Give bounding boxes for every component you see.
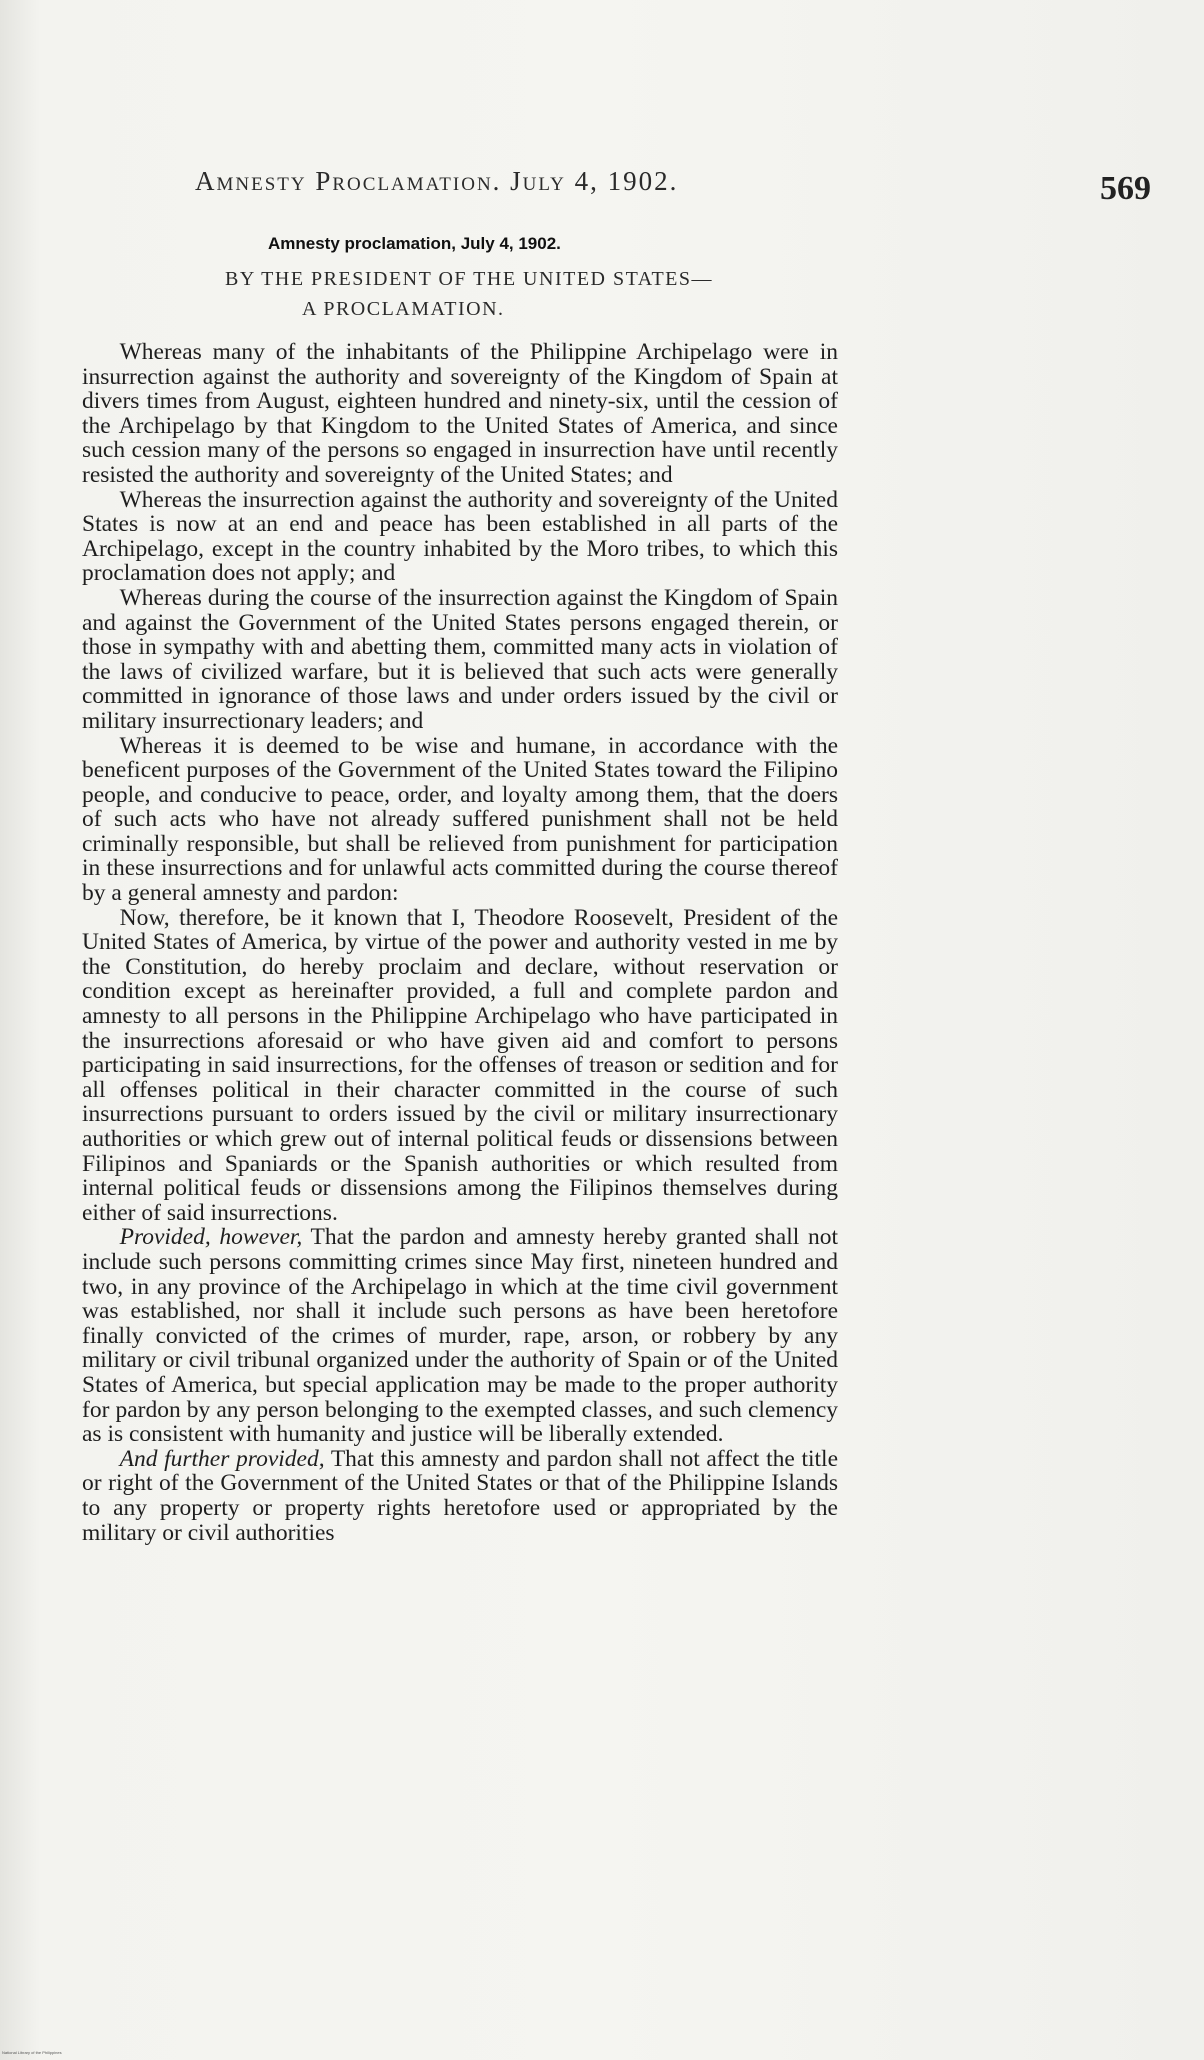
- scan-footer: National Library of the Philippines: [2, 2050, 62, 2055]
- section-heading: Amnesty proclamation, July 4, 1902.: [268, 234, 561, 253]
- paragraph: [82, 1225, 838, 1446]
- paragraph: [82, 906, 838, 1226]
- paragraph-lead: Provided, however,: [119, 1224, 303, 1251]
- paragraph-text: Whereas during the course of the insurrection against the Kingdom of Spain and against the Government of the United States persons engaged therein, or those in sympathy with and abetting them, committed many acts in violation of the laws of civilized warfare, but it is believed that such acts were generally committed in ignorance of those laws and under orders issued by the civil or military insurrectionary leaders; and: [82, 584, 838, 734]
- paragraph-text: That this amnesty and pardon shall not affect the title or right of the Government of the United States or that of the Philippine Islands to any property or property rights heretofore used or appropriated by the military or civil authorities: [82, 1445, 839, 1546]
- paragraph-text: Whereas it is deemed to be wise and humane, in accordance with the beneficent purposes of the Government of the United States toward the Filipino people, and conducive to peace, order, and loyalty among them, that the doers of such acts who have not already suffered punishment shall not be held criminally responsible, but shall be relieved from punishment for participation in these insurrections and for unlawful acts committed during the course thereof by a general amnesty and pardon:: [82, 732, 838, 907]
- paragraph: [82, 734, 838, 906]
- paragraph: [82, 586, 838, 734]
- page-number: 569: [1100, 170, 1151, 207]
- proclamation-title-line2: A PROCLAMATION.: [302, 298, 505, 320]
- paragraph-text: That the pardon and amnesty hereby granted shall not include such persons committing crimes since May first, nineteen hundred and two, in any province of the Archipelago in which at the time civil government was established, nor shall it include such persons as have been heretofore finally convicted of the crimes of murder, rape, arson, or robbery by any military or civil tribunal organized under the authority of Spain or of the United States of America, but special application may be made to the proper authority for pardon by any person belonging to the exempted classes, and such clemency as is consistent with humanity and justice will be liberally extended.: [82, 1224, 838, 1448]
- paragraph: [82, 340, 838, 488]
- paragraph-text: Whereas the insurrection against the authority and sovereignty of the United States is now at an end and peace has been established in all parts of the Archipelago, except in the country inhabited by the Moro tribes, to which this proclamation does not apply; and: [82, 486, 838, 587]
- paragraph: [82, 488, 838, 586]
- running-head: Amnesty Proclamation. July 4, 1902.: [195, 166, 679, 196]
- paragraph-text: Whereas many of the inhabitants of the Philippine Archipelago were in insurrection against the authority and sovereignty of the Kingdom of Spain at divers times from August, eighteen hundred and ninety-six, until the cession of the Archipelago by that Kingdom to the United States of America, and since such cession many of the persons so engaged in insurrection have until recently resisted the authority and sovereignty of the United States; and: [82, 339, 838, 488]
- proclamation-title-line1: BY THE PRESIDENT OF THE UNITED STATES—: [225, 268, 714, 290]
- proclamation-body: [82, 340, 838, 1545]
- paragraph: [82, 1447, 838, 1545]
- paragraph-text: Now, therefore, be it known that I, Theodore Roosevelt, President of the United States of America, by virtue of the power and authority vested in me by the Constitution, do hereby proclaim and declare, without reservation or condition except as hereinafter provided, a full and complete pardon and amnesty to all persons in the Philippine Archipelago who have participated in the insurrections aforesaid or who have given aid and comfort to persons participating in said insurrections, for the offenses of treason or sedition and for all offenses political in their character committed in the course of such insurrections pursuant to orders issued by the civil or military insurrectionary authorities or which grew out of internal political feuds or dissensions between Filipinos and Spaniards or the Spanish authorities or which resulted from internal political feuds or dissensions among the Filipinos themselves during either of said insurrections.: [82, 904, 838, 1226]
- paragraph-lead: And further provided,: [119, 1445, 325, 1472]
